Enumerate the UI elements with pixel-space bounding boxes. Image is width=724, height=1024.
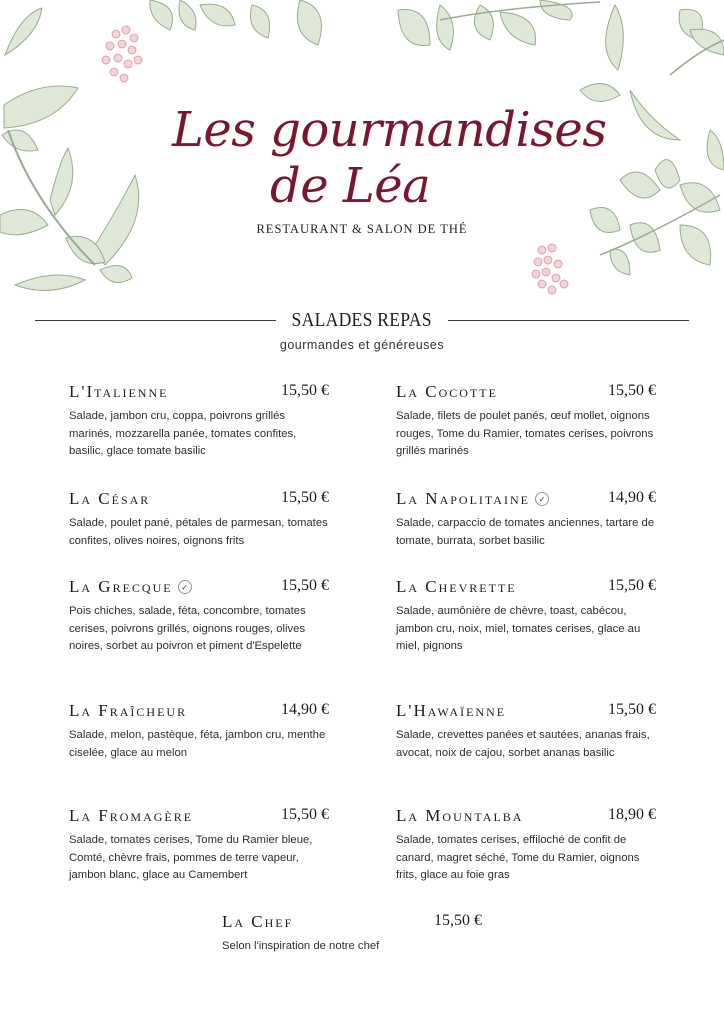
dish-name: L'Hawaïenne <box>396 701 507 720</box>
dish-hawaienne <box>396 701 656 762</box>
dish-price: 14,90 € <box>281 701 329 718</box>
dish-name: La Fromagère <box>69 806 194 825</box>
dish-price: 15,50 € <box>608 701 656 718</box>
dish-fraicheur <box>69 701 329 762</box>
dish-name: La Cocotte <box>396 382 498 401</box>
dish-cesar <box>69 489 329 550</box>
dish-fromagere <box>69 806 329 885</box>
dish-description: Salade, carpaccio de tomates anciennes, tartare de tomate, burrata, sorbet basilic <box>396 517 655 547</box>
dish-name <box>69 577 192 597</box>
vegetarian-leaf-icon: ✓ <box>178 580 192 594</box>
dish-chef <box>222 912 482 956</box>
dish-name-text: La Grecque <box>69 577 173 596</box>
dish-name <box>396 489 549 509</box>
dish-description: Pois chiches, salade, féta, concombre, tomates cerises, poivrons grillés, oignons rouges, olives noires, sorbet au poivron et piment d'Espelette <box>69 605 306 652</box>
section-subtitle: gourmandes et généreuses <box>279 338 445 352</box>
dish-description: Salade, filets de poulet panés, œuf mollet, oignons rouges, Tome du Ramier, tomates cerises, poivrons grillés marinés <box>396 410 654 457</box>
dish-price: 15,50 € <box>608 382 656 399</box>
dish-name: La Chef <box>222 912 294 931</box>
section-heading <box>35 306 689 334</box>
dish-description: Salade, tomates cerises, effiloché de confit de canard, magret séché, Tome du Ramier, oignons frits, glace au foie gras <box>396 834 640 881</box>
dish-price: 15,50 € <box>434 912 482 929</box>
menu-header <box>0 0 724 300</box>
dish-description: Salade, aumônière de chèvre, toast, cabécou, jambon cru, noix, miel, tomates cerises, glace au miel, pignons <box>396 605 641 652</box>
section-title: SALADES REPAS <box>291 308 433 331</box>
dish-name: La Fraîcheur <box>69 701 188 720</box>
dish-name-text: La Napolitaine <box>396 489 530 508</box>
divider-right <box>448 320 689 321</box>
dish-description: Salade, crevettes panées et sautées, ananas frais, avocat, noix de cajou, sorbet ananas basilic <box>396 729 650 759</box>
restaurant-subtitle: RESTAURANT & SALON DE THÉ <box>256 222 468 236</box>
dish-napolitaine <box>396 489 656 550</box>
dish-grecque <box>69 577 329 656</box>
dish-price: 15,50 € <box>281 382 329 399</box>
dish-chevrette <box>396 577 656 656</box>
restaurant-name-line2: de Léa <box>270 158 431 214</box>
dish-price: 18,90 € <box>608 806 656 823</box>
dish-italienne <box>69 382 329 461</box>
dish-name: La Mountalba <box>396 806 524 825</box>
dish-description: Salade, jambon cru, coppa, poivrons grillés marinés, mozzarella panée, tomates confites, basilic, glace tomate basilic <box>69 410 297 457</box>
dish-price: 15,50 € <box>281 577 329 594</box>
dish-cocotte <box>396 382 656 461</box>
dish-name: La Chevrette <box>396 577 517 596</box>
dish-name: La César <box>69 489 151 508</box>
dish-price: 15,50 € <box>608 577 656 594</box>
vegetarian-leaf-icon: ✓ <box>535 492 549 506</box>
dish-description: Selon l'inspiration de notre chef <box>222 940 380 952</box>
dish-price: 15,50 € <box>281 806 329 823</box>
restaurant-name-line1: Les gourmandises <box>172 102 607 158</box>
dish-description: Salade, tomates cerises, Tome du Ramier bleue, Comté, chèvre frais, pommes de terre vapeur, jambon blanc, glace au Camembert <box>69 834 313 881</box>
dish-name: L'Italienne <box>69 382 169 401</box>
dish-mountalba <box>396 806 656 885</box>
dish-description: Salade, melon, pastèque, féta, jambon cru, menthe ciselée, glace au melon <box>69 729 326 759</box>
dish-price: 15,50 € <box>281 489 329 506</box>
divider-left <box>35 320 276 321</box>
dish-price: 14,90 € <box>608 489 656 506</box>
dish-description: Salade, poulet pané, pétales de parmesan, tomates confites, olives noires, oignons frits <box>69 517 328 547</box>
